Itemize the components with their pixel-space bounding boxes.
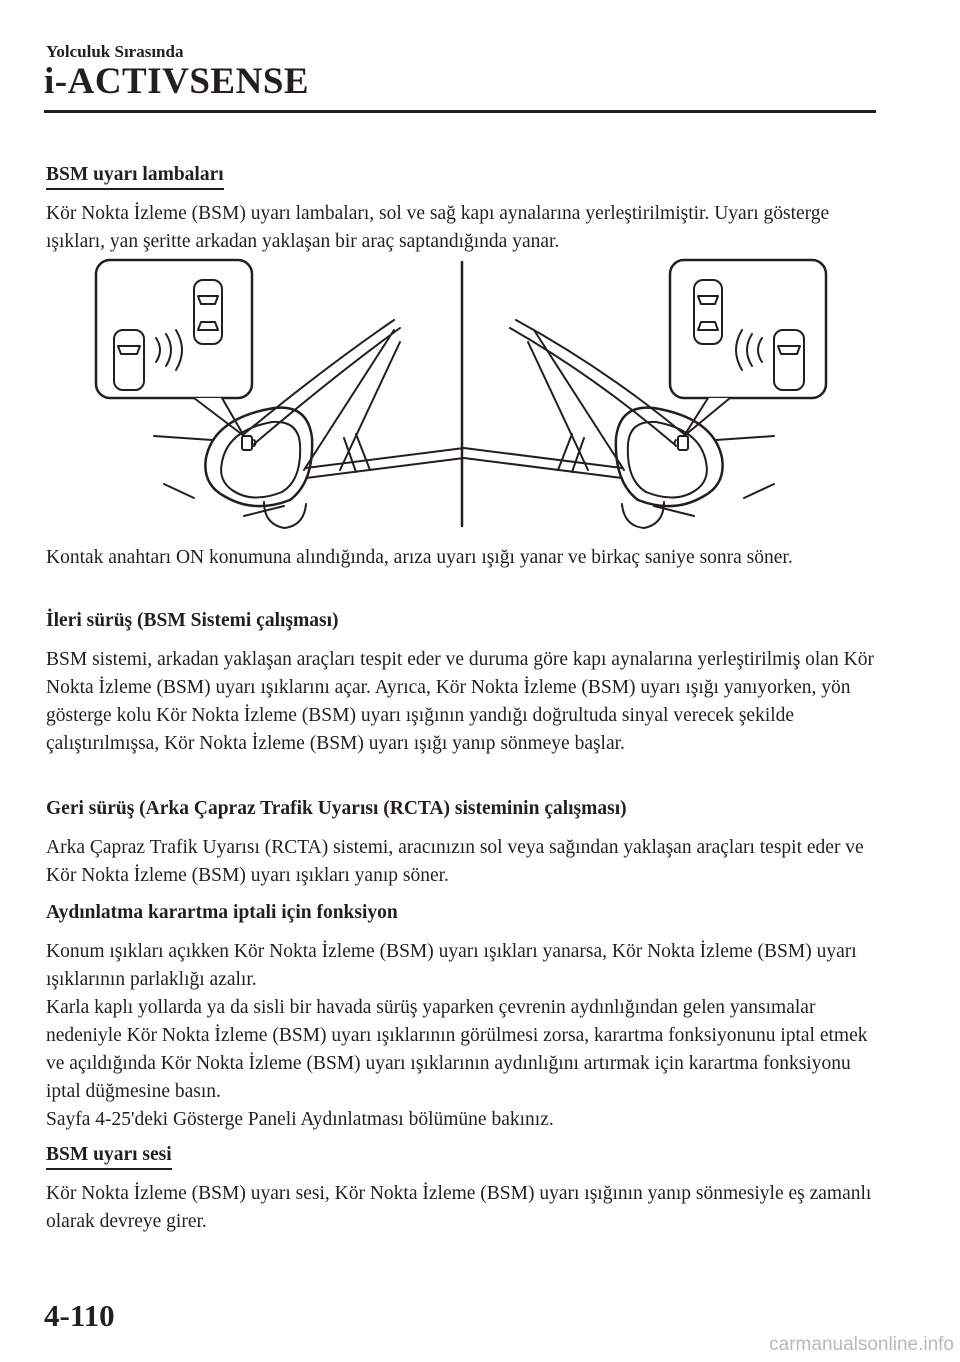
left-mirror-figure <box>96 260 464 528</box>
dimming-heading: Aydınlatma karartma iptali için fonksiyon <box>46 902 398 923</box>
dimming-paragraph-2: Karla kaplı yollarda ya da sisli bir havada sürüş yaparken çevrenin aydınlığından gelen yansımalar nedeniyle Kör Nokta İzleme (BSM) uyarı ışıklarının görülmesi zorsa, karartma fonksiyonunu iptal etmek ve açıldığında Kör Nokta İzleme (BSM) uyarı ışıklarının aydınlığını artırmak için karartma fonksiyonu iptal düğmesine basın. <box>46 997 868 1102</box>
watermark: carmanualsonline.info <box>769 1334 954 1355</box>
bsm-lights-paragraph: Kör Nokta İzleme (BSM) uyarı lambaları, sol ve sağ kapı aynalarına yerleştirilmiştir. Uyarı gösterge ışıkları, yan şeritte arkadan yaklaşan bir araç saptandığında yanar. <box>46 203 830 252</box>
bsm-sound-heading: BSM uyarı sesi <box>46 1144 172 1166</box>
bsm-mirror-illustration <box>94 258 834 530</box>
page-number: 4-110 <box>44 1298 115 1333</box>
forward-driving-heading: İleri sürüş (BSM Sistemi çalışması) <box>46 610 339 631</box>
bsm-lights-heading: BSM uyarı lambaları <box>46 164 224 186</box>
section-label: Yolculuk Sırasında <box>46 42 184 61</box>
dimming-paragraph-1: Konum ışıkları açıkken Kör Nokta İzleme (BSM) uyarı ışıkları yanarsa, Kör Nokta İzleme (BSM) uyarı ışıklarının parlaklığı azalır. <box>46 941 857 990</box>
forward-driving-paragraph: BSM sistemi, arkadan yaklaşan araçları tespit eder ve duruma göre kapı aynalarına yerleştirilmiş olan Kör Nokta İzleme (BSM) uyarı ışıklarını açar. Ayrıca, Kör Nokta İzleme (BSM) uyarı ışığı yanıyorken, yön gösterge kolu Kör Nokta İzleme (BSM) uyarı ışığının yandığı doğrultuda sinyal verecek şekilde çalıştırılmışsa, Kör Nokta İzleme (BSM) uyarı ışığı yanıp sönmeye başlar. <box>46 649 874 754</box>
reverse-driving-paragraph: Arka Çapraz Trafik Uyarısı (RCTA) sistemi, aracınızın sol veya sağından yaklaşan araçları tespit eder ve Kör Nokta İzleme (BSM) uyarı ışıkları yanıp söner. <box>46 837 864 886</box>
dimming-reference: Sayfa 4-25'deki Gösterge Paneli Aydınlatması bölümüne bakınız. <box>46 1109 554 1130</box>
page-title: i-ACTIVSENSE <box>44 61 310 102</box>
bsm-sound-paragraph: Kör Nokta İzleme (BSM) uyarı sesi, Kör Nokta İzleme (BSM) uyarı ışığının yanıp sönmesiyle eş zamanlı olarak devreye girer. <box>46 1183 872 1232</box>
reverse-driving-heading: Geri sürüş (Arka Çapraz Trafik Uyarısı (RCTA) sisteminin çalışması) <box>46 798 627 819</box>
ignition-note-paragraph: Kontak anahtarı ON konumuna alındığında, arıza uyarı ışığı yanar ve birkaç saniye sonra söner. <box>46 547 793 568</box>
right-mirror-figure <box>464 260 826 528</box>
header-divider <box>44 110 876 113</box>
